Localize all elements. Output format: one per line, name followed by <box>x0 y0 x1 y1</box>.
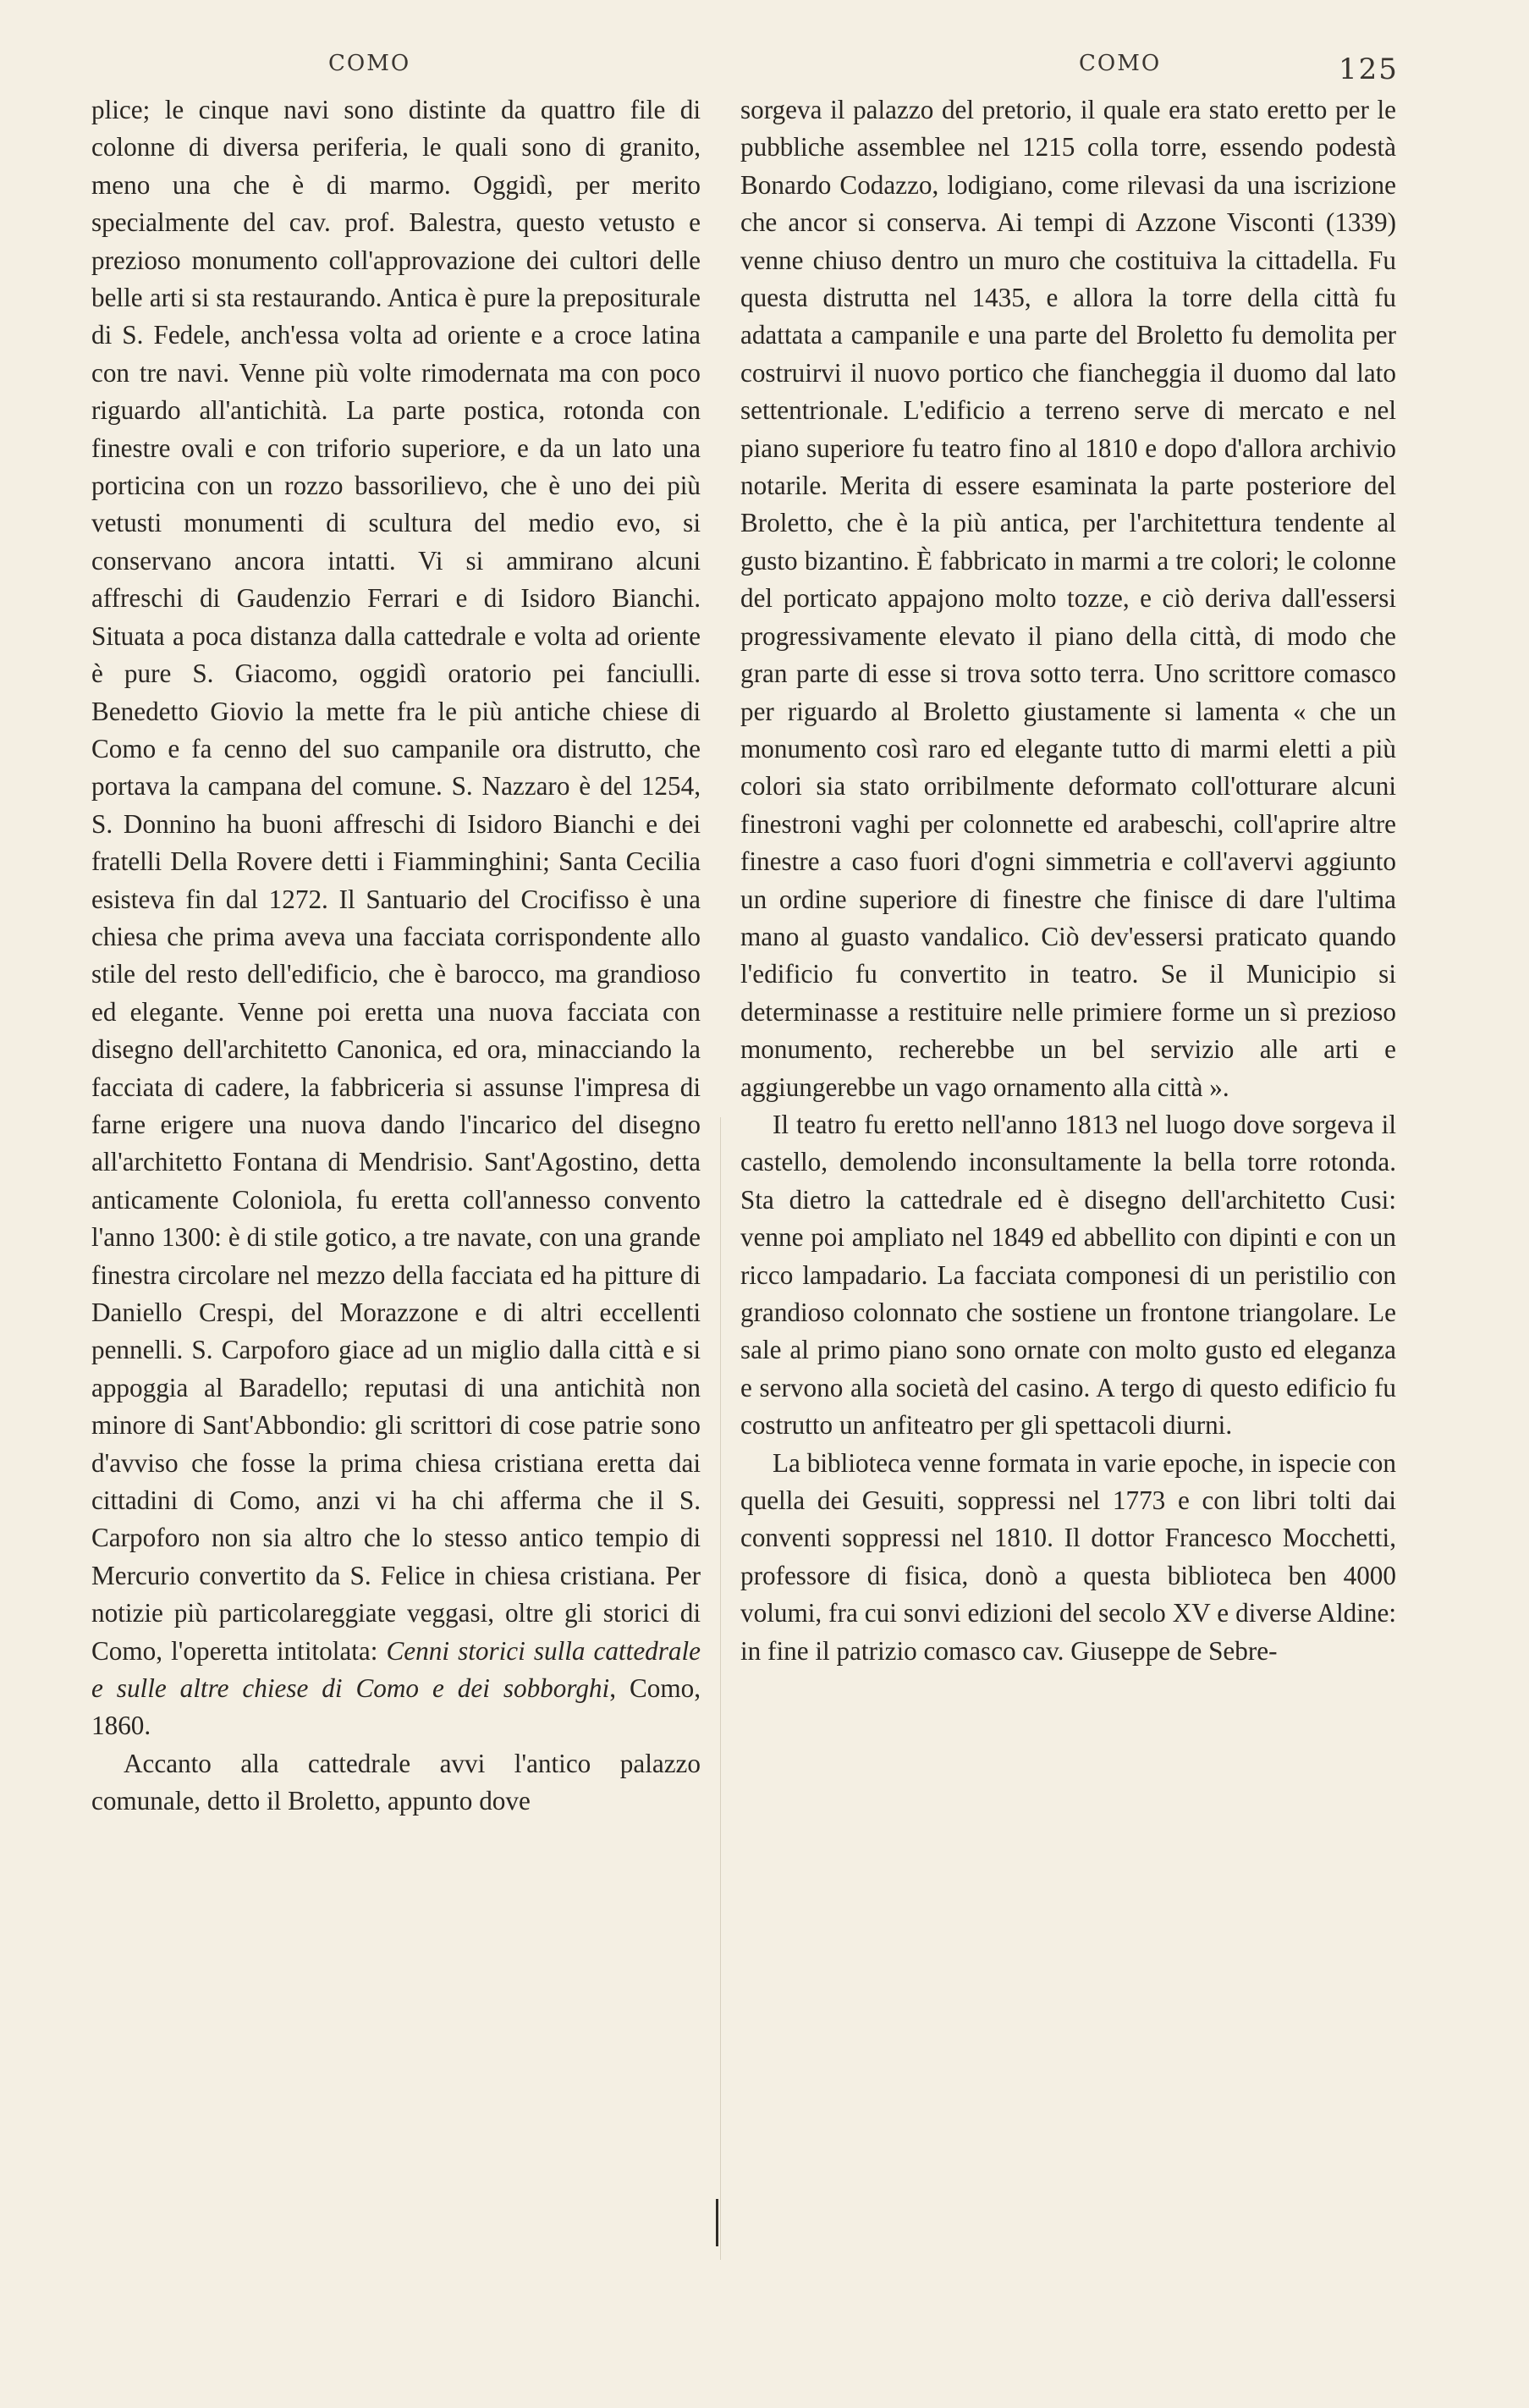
right-paragraph-3: La biblioteca venne formata in varie epoche, in ispecie con quella dei Gesuiti, soppressi nel 1773 e con libri tolti dai conventi soppressi nel 1810. Il dottor Francesco Mocchetti, professore di fisica, donò a questa biblioteca ben 4000 volumi, fra cui sonvi edizioni del secolo XV e diverse Aldine: in fine il patrizio comasco cav. Giuseppe de Sebre- <box>740 1447 1396 1666</box>
cited-work-title: Cenni storici sulla cattedrale e sulle altre chiese di Como e dei sobborghi <box>91 1635 701 1704</box>
cited-work-imprint: , Como, 1860. <box>91 1673 701 1741</box>
left-paragraph-1 <box>91 91 701 1745</box>
right-paragraph-1: sorgeva il palazzo del pretorio, il quale era stato eretto per le pubbliche assemblee nel 1215 colla torre, essendo podestà Bonardo Codazzo, lodigiano, come rilevasi da una iscrizione che ancor si conserva. Ai tempi di Azzone Visconti (1339) venne chiuso dentro un muro che costituiva la cittadella. Fu questa distrutta nel 1435, e allora la torre della città fu adattata a campanile e una parte del Broletto fu demolita per costruirvi il nuovo portico che fiancheggia il duomo dal lato settentrionale. L'edificio a terreno serve di mercato e nel piano superiore fu teatro fino al 1810 e dopo d'allora archivio notarile. Merita di essere esaminata la parte posteriore del Broletto, che è la più antica, per l'architettura tendente al gusto bizantino. È fabbricato in marmi a tre colori; le colonne del porticato appajono molto tozze, e ciò deriva dall'essersi progressivamente elevato il piano della città, di modo che gran parte di esse si trova sotto terra. Uno scrittore comasco per riguardo al Broletto giustamente si lamenta « che un monumento così raro ed elegante tutto di marmi eletti a più colori sia stato orribilmente deformato coll'otturare alcuni finestroni vaghi per colonnette ed arabeschi, coll'aprire altre finestre a caso fuori d'ogni simmetria e coll'avervi aggiunto un ordine superiore di finestre che finisce di dare l'ultima mano al guasto vandalico. Ciò dev'essersi praticato quando l'edificio fu convertito in teatro. Se il Municipio si determinasse a restituire nelle primiere forme un sì prezioso monumento, recherebbe un bel servizio alle arti e aggiungerebbe un vago ornamento alla città ». <box>740 95 1396 1102</box>
left-running-head: COMO <box>328 51 411 76</box>
left-column <box>91 91 701 1821</box>
right-running-head: COMO <box>1079 51 1162 76</box>
left-paragraph-1-text: plice; le cinque navi sono distinte da quattro file di colonne di diversa periferia, le quali sono di granito, meno una che è di marmo. Oggidì, per merito specialmente del cav. prof. Balestra, questo vetusto e prezioso monumento coll'approvazione dei cultori delle belle arti si sta restaurando. Antica è pure la prepositurale di S. Fedele, anch'essa volta ad oriente e a croce latina con tre navi. Venne più volte rimodernata ma con poco riguardo all'antichità. La parte postica, rotonda con finestre ovali e con triforio superiore, e da un lato una porticina con un rozzo bassorilievo, che è uno dei più vetusti monumenti di scultura del medio evo, si conservano ancora intatti. Vi si ammirano alcuni affreschi di Gaudenzio Ferrari e di Isidoro Bianchi. Situata a poca distanza dalla cattedrale e volta ad oriente è pure S. Giacomo, oggidì oratorio pei fanciulli. Benedetto Giovio la mette fra le più antiche chiese di Como e fa cenno del suo campanile ora distrutto, che portava la campana del comune. S. Nazzaro è del 1254, S. Donnino ha buoni affreschi di Isidoro Bianchi e dei fratelli Della Rovere detti i Fiamminghini; Santa Cecilia esisteva fin dal 1272. Il Santuario del Crocifisso è una chiesa che prima aveva una facciata corrispondente allo stile del resto dell'edificio, che è barocco, ma grandioso ed elegante. Venne poi eretta una nuova facciata con disegno dell'architetto Canonica, ed ora, minacciando la facciata di cadere, la fabbriceria si assunse l'impresa di farne erigere una nuova dando l'incarico del disegno all'architetto Fontana di Mendrisio. Sant'Agostino, detta anticamente Coloniola, fu eretta coll'annesso convento l'anno 1300: è di stile gotico, a tre navate, con una grande finestra circolare nel mezzo della facciata ed ha pitture di Daniello Crespi, del Morazzone e di altri eccellenti pennelli. S. Carpoforo giace ad un miglio dalla città e si appoggia al Baradello; reputasi di una antichità non minore di Sant'Abbondio: gli scrittori di cose patrie sono d'avviso che fosse la prima chiesa cristiana eretta dai cittadini di Como, anzi vi ha chi afferma che il S. Carpoforo non sia altro che lo stesso antico tempio di Mercurio convertito da S. Felice in chiesa cristiana. Per notizie più particolareggiate veggasi, oltre gli storici di Como, l'operetta intitolata: <box>91 95 701 1666</box>
right-paragraph-2: Il teatro fu eretto nell'anno 1813 nel luogo dove sorgeva il castello, demolendo inconsultamente la bella torre rotonda. Sta dietro la cattedrale ed è disegno dell'architetto Cusi: venne poi ampliato nel 1849 ed abbellito con dipinti e con un ricco lampadario. La facciata componesi di un peristilio con grandioso colonnato che sostiene un frontone triangolare. Le sale al primo piano sono ornate con molto gusto ed eleganza e servono alla società del casino. A tergo di questo edificio fu costrutto un anfiteatro per gli spettacoli diurni. <box>740 1109 1396 1441</box>
page-number: 125 <box>1339 52 1399 86</box>
right-column <box>740 91 1396 1670</box>
gutter-mark <box>716 2199 718 2246</box>
left-paragraph-2: Accanto alla cattedrale avvi l'antico palazzo comunale, detto il Broletto, appunto dove <box>91 1748 701 1816</box>
column-divider <box>720 1117 721 2260</box>
